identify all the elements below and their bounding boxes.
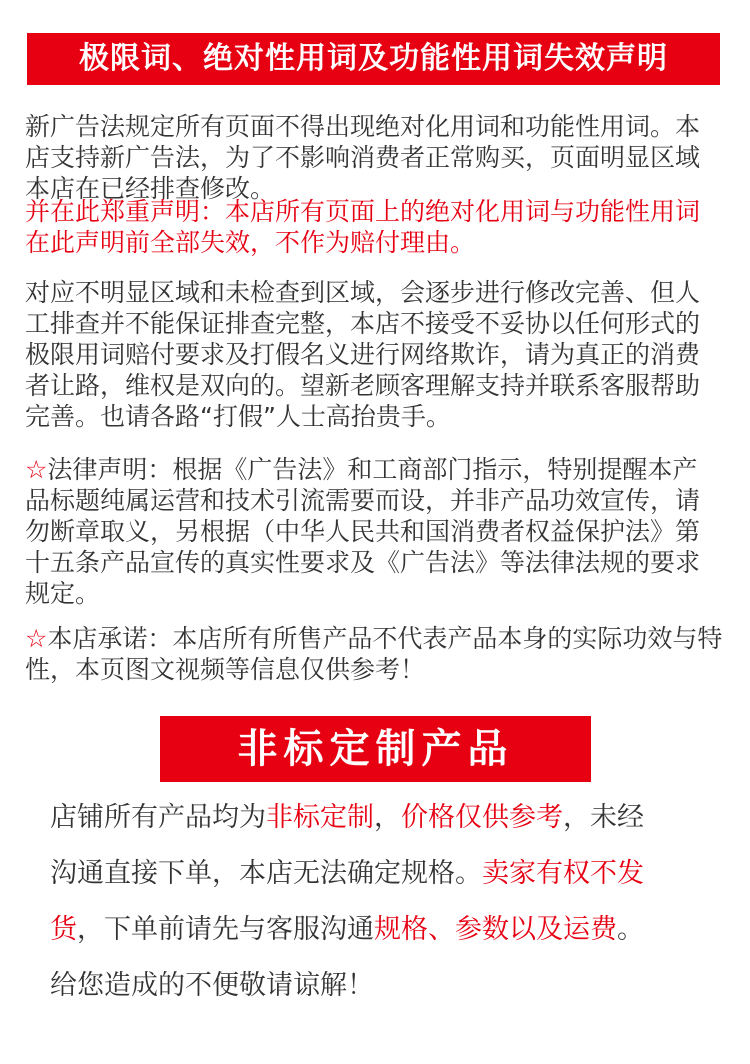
legal-line: 勿断章取义，另根据（中华人民共和国消费者权益保护法》第: [25, 517, 701, 546]
details-paragraph: [25, 277, 735, 432]
intro-line: 店支持新广告法，为了不影响消费者正常购买，页面明显区域: [25, 143, 701, 172]
notice-line: [50, 790, 730, 846]
intro-line: 新广告法规定所有页面不得出现绝对化用词和功能性用词。本: [25, 112, 701, 141]
details-line: 极限用词赔付要求及打假名义进行网络欺诈，请为真正的消费: [25, 340, 701, 369]
disclaimer-title-banner: 极限词、绝对性用词及功能性用词失效声明: [27, 33, 720, 85]
shop-promise-paragraph: [25, 623, 735, 685]
details-line: 者让路，维权是双向的。望新老顾客理解支持并联系客服帮助: [25, 371, 701, 400]
notice-line: [50, 902, 730, 958]
notice-text: 沟通直接下单，本店无法确定规格。: [50, 858, 482, 889]
star-icon: ☆: [25, 455, 48, 484]
details-line: 完善。也请各路“打假”人士高抬贵手。: [25, 402, 451, 431]
details-line: 工排查并不能保证排查完整，本店不接受不妥协以任何形式的: [25, 309, 701, 338]
custom-products-banner: 非标定制产品: [160, 716, 591, 782]
notice-highlight: 卖家有权不发: [482, 858, 644, 889]
intro-line: 本店在已经排查修改。: [25, 174, 276, 203]
custom-products-notice: [50, 790, 730, 1014]
notice-line: [50, 846, 730, 902]
intro-paragraph: [25, 111, 735, 204]
notice-text: 店铺所有产品均为: [50, 802, 266, 833]
legal-line: 十五条产品宣传的真实性要求及《广告法》等法律法规的要求: [25, 548, 701, 577]
promise-line: [25, 623, 735, 654]
statement-line: 并在此郑重声明：本店所有页面上的绝对化用词与功能性用词: [25, 197, 701, 226]
notice-highlight: 货: [50, 914, 77, 945]
legal-statement-paragraph: [25, 454, 735, 609]
promise-first-line: 本店承诺：本店所有所售产品不代表产品本身的实际功效与特: [47, 624, 723, 653]
notice-line: 给您造成的不便敬请谅解！: [50, 970, 374, 1001]
notice-text: ，: [374, 802, 401, 833]
statement-paragraph: [25, 196, 735, 258]
notice-highlight: 规格、参数以及运费: [374, 914, 617, 945]
notice-text: 。: [617, 914, 644, 945]
notice-highlight: 非标定制: [266, 802, 374, 833]
promise-line: 性，本页图文视频等信息仅供参考！: [25, 655, 426, 684]
notice-highlight: 价格仅供参考: [401, 802, 563, 833]
legal-line: 品标题纯属运营和技术引流需要而设，并非产品功效宣传，请: [25, 486, 701, 515]
legal-line: [25, 454, 735, 485]
statement-line: 在此声明前全部失效，不作为赔付理由。: [25, 228, 476, 257]
legal-first-line: 法律声明：根据《广告法》和工商部门指示，特别提醒本产: [47, 455, 698, 484]
notice-text: ，未经: [563, 802, 644, 833]
notice-text: ，下单前请先与客服沟通: [77, 914, 374, 945]
star-icon: ☆: [25, 624, 48, 653]
legal-line: 规定。: [25, 579, 101, 608]
details-line: 对应不明显区域和未检查到区域，会逐步进行修改完善、但人: [25, 278, 701, 307]
